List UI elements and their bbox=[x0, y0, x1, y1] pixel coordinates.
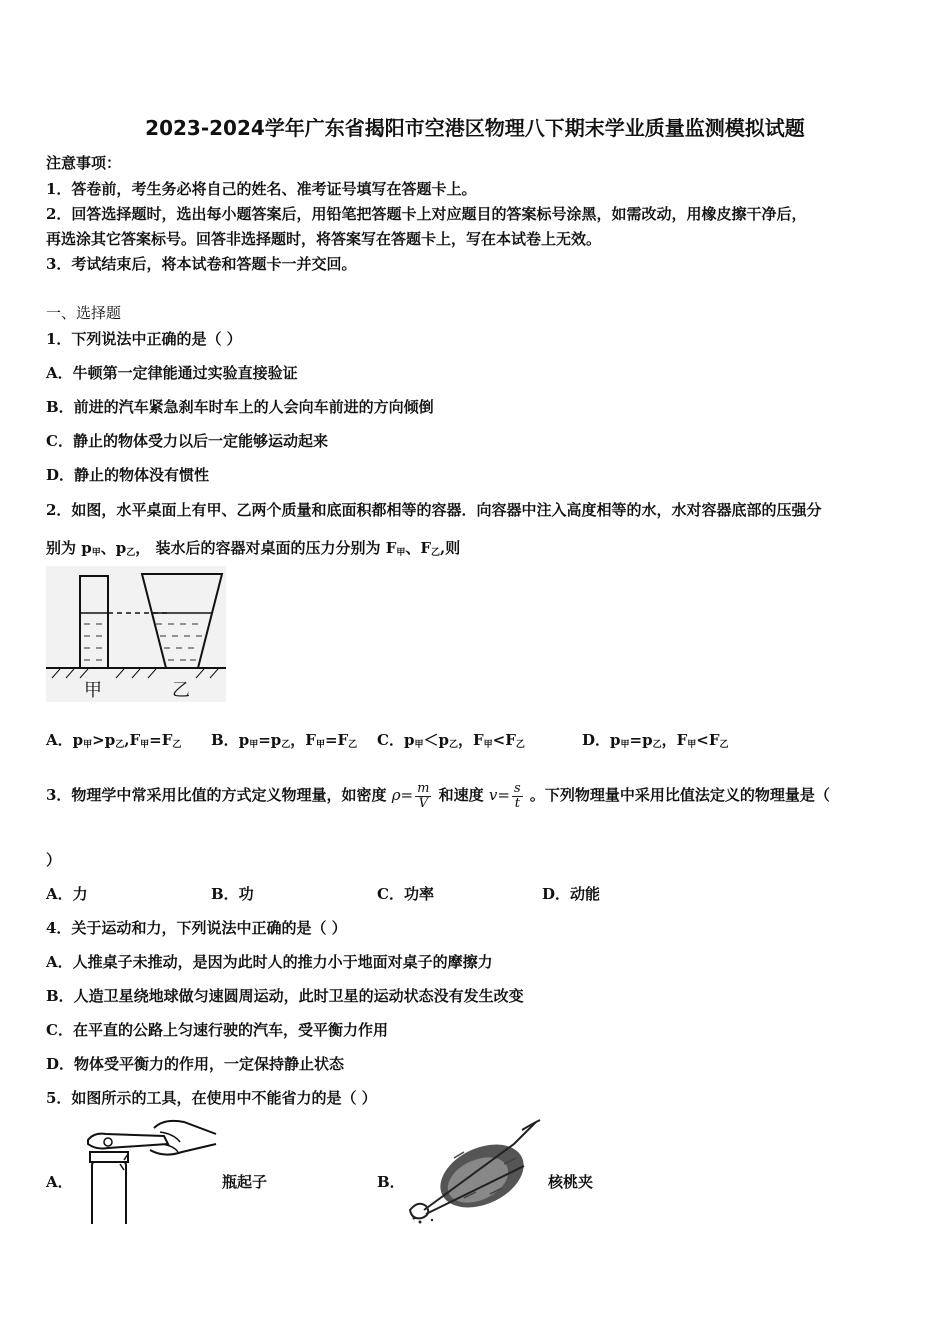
q3-option-d: D．动能 bbox=[542, 885, 601, 903]
q3-close-paren: ） bbox=[46, 851, 62, 869]
q5-option-a-text: 瓶起子 bbox=[222, 1173, 268, 1191]
q1-option-b: B．前进的汽车紧急刹车时车上的人会向车前进的方向倾倒 bbox=[46, 398, 434, 416]
density-fraction: $\frac{m}{V}$ bbox=[417, 780, 430, 811]
q4-option-b: B．人造卫星绕地球做匀速圆周运动，此时卫星的运动状态没有发生改变 bbox=[46, 987, 524, 1005]
q5-option-b-text: 核桃夹 bbox=[548, 1173, 594, 1191]
section-heading: 一、选择题 bbox=[46, 304, 122, 322]
q2-option-d: D．$p_甲=p_乙$，$F_甲<F_乙$ bbox=[582, 731, 729, 750]
q4-stem: 4．关于运动和力，下列说法中正确的是（ ） bbox=[46, 919, 347, 937]
q5-stem: 5．如图所示的工具，在使用中不能省力的是（ ） bbox=[46, 1089, 377, 1107]
label-yi: 乙 bbox=[172, 680, 190, 701]
speed-fraction: $\frac{s}{t}$ bbox=[513, 780, 521, 811]
q1-option-c: C．静止的物体受力以后一定能够运动起来 bbox=[46, 432, 328, 450]
notice-heading: 注意事项： bbox=[46, 154, 122, 172]
q2-stem-line1: 2．如图，水平桌面上有甲、乙两个质量和底面积都相等的容器．向容器中注入高度相等的水，水对容器底部的压强分 bbox=[46, 501, 822, 519]
q2-stem-line2: 别为 $p_甲$、$p_乙$， 装水后的容器对桌面的压力分别为 $F_甲$、$F_乙$,则 bbox=[46, 539, 461, 558]
page-title: 2023-2024学年广东省揭阳市空港区物理八下期末学业质量监测模拟试题 bbox=[145, 116, 805, 140]
q2-option-b: B．$p_甲=p_乙$，$F_甲=F_乙$ bbox=[211, 731, 358, 750]
notice-item: 再选涂其它答案标号。回答非选择题时，将答案写在答题卡上，写在本试卷上无效。 bbox=[46, 230, 602, 248]
q1-option-d: D．静止的物体没有惯性 bbox=[46, 466, 210, 484]
notice-item: 2．回答选择题时，选出每小题答案后，用铅笔把答题卡上对应题目的答案标号涂黑，如需改动，用橡皮擦干净后， bbox=[46, 205, 807, 223]
q3-stem: 3．物理学中常采用比值的方式定义物理量，如密度 ρ= $\frac{m}{V}$ 和速度 v= $\frac{s}{t}$ 。下列物理量中采用比值法定义的物理量是（ bbox=[46, 780, 830, 811]
label-jia: 甲 bbox=[84, 680, 102, 701]
notice-item: 3．考试结束后，将本试卷和答题卡一并交回。 bbox=[46, 255, 357, 273]
nutcracker-figure bbox=[404, 1114, 546, 1224]
q4-option-c: C．在平直的公路上匀速行驶的汽车，受平衡力作用 bbox=[46, 1021, 388, 1039]
bottle-opener-figure bbox=[84, 1114, 220, 1224]
q1-option-a: A．牛顿第一定律能通过实验直接验证 bbox=[46, 364, 298, 382]
q1-stem: 1．下列说法中正确的是（ ） bbox=[46, 330, 242, 348]
q5-option-a-label: A． bbox=[46, 1173, 73, 1191]
q2-option-c: C．$p_甲<p_乙$，$F_甲<F_乙$ bbox=[377, 731, 525, 750]
q2-container-figure bbox=[46, 566, 226, 702]
q4-option-d: D．物体受平衡力的作用，一定保持静止状态 bbox=[46, 1055, 345, 1073]
q4-option-a: A．人推桌子未推动，是因为此时人的推力小于地面对桌子的摩擦力 bbox=[46, 953, 493, 971]
q3-option-c: C．功率 bbox=[377, 885, 434, 903]
q2-option-a: A．$p_甲>p_乙,F_甲=F_乙$ bbox=[46, 731, 182, 750]
q5-option-b-label: B． bbox=[377, 1173, 405, 1191]
q3-option-a: A．力 bbox=[46, 885, 88, 903]
notice-item: 1．答卷前，考生务必将自己的姓名、准考证号填写在答题卡上。 bbox=[46, 180, 477, 198]
q3-option-b: B．功 bbox=[211, 885, 254, 903]
